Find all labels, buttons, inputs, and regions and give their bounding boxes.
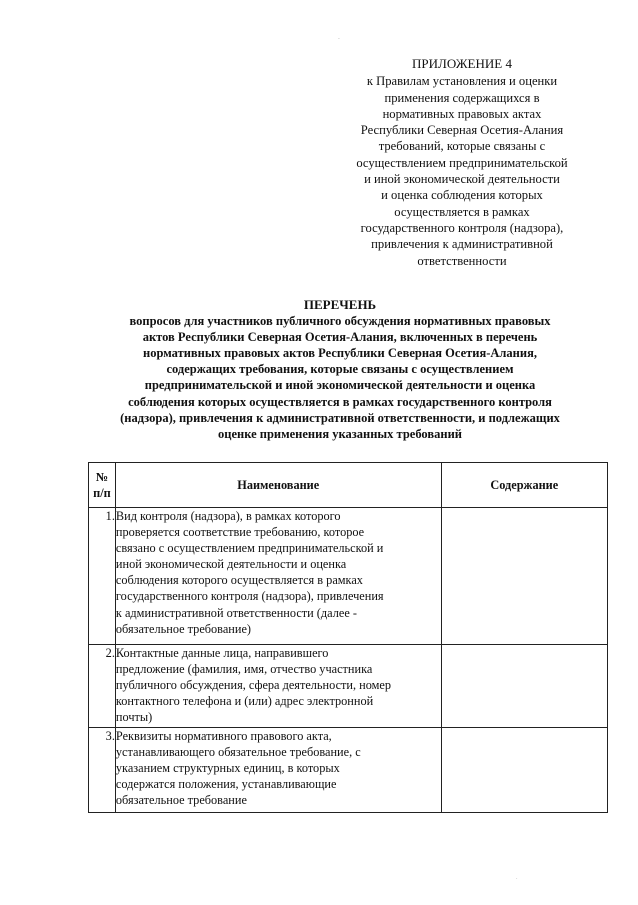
- row-name-line: обязательное требование): [115, 621, 251, 636]
- row-content: [441, 645, 607, 728]
- heading-line: актов Республики Северная Осетия-Алания, включенных в перечень: [142, 330, 538, 345]
- appendix-line: осуществляется в рамках: [394, 204, 530, 219]
- table-row: [89, 728, 608, 813]
- heading-title: ПЕРЕЧЕНЬ: [303, 297, 377, 312]
- appendix-line: государственного контроля (надзора),: [360, 220, 564, 235]
- appendix-line: и иной экономической деятельности: [364, 172, 560, 187]
- row-name-line: Контактные данные лица, направившего: [115, 646, 329, 660]
- row-name-line: Вид контроля (надзора), в рамках которого: [115, 509, 341, 523]
- appendix-block: [330, 56, 594, 269]
- appendix-line: Республики Северная Осетия-Алания: [360, 123, 564, 138]
- scan-speck: ·: [338, 36, 340, 43]
- appendix-line: применения содержащихся в: [384, 90, 540, 105]
- appendix-line: привлечения к административной: [371, 237, 553, 252]
- row-name-line: содержатся положения, устанавливающие: [115, 777, 337, 792]
- appendix-line: осуществлением предпринимательской: [356, 155, 568, 170]
- row-content: [441, 508, 607, 645]
- appendix-line: ответственности: [417, 253, 507, 268]
- appendix-line: и оценка соблюдения которых: [381, 188, 543, 203]
- list-heading: [60, 297, 620, 442]
- row-name: [115, 728, 441, 813]
- heading-line: содержащих требования, которые связаны с осуществлением: [166, 362, 514, 377]
- row-number: 3.: [89, 728, 116, 813]
- row-content: [441, 728, 607, 813]
- header-name: Наименование: [115, 463, 441, 508]
- heading-line: нормативных правовых актов Республики Северная Осетия-Алания,: [143, 346, 537, 361]
- appendix-line: нормативных правовых актах: [382, 106, 542, 121]
- row-number: 1.: [89, 508, 116, 645]
- row-name-line: устанавливающего обязательное требование, с: [115, 745, 361, 760]
- row-name-line: государственного контроля (надзора), привлечения: [115, 589, 384, 604]
- table-row: [89, 645, 608, 728]
- row-name-line: почты): [115, 710, 153, 725]
- heading-line: соблюдения которых осуществляется в рамках государственного контроля: [128, 394, 552, 409]
- row-name-line: проверяется соответствие требованию, которое: [115, 525, 365, 540]
- heading-line: оценке применения указанных требований: [218, 426, 462, 441]
- scan-speck: ·: [516, 876, 518, 882]
- heading-line: (надзора), привлечения к административной ответственности, и подлежащих: [120, 410, 560, 425]
- row-name-line: контактного телефона и (или) адрес электронной: [115, 694, 374, 709]
- row-name-line: предложение (фамилия, имя, отчество участника: [115, 662, 373, 677]
- row-name-line: публичного обсуждения, сфера деятельности, номер: [115, 678, 392, 693]
- appendix-line: к Правилам установления и оценки: [366, 74, 558, 89]
- header-num-line1: №: [95, 469, 109, 484]
- table-row: [89, 508, 608, 645]
- row-name: [115, 508, 441, 645]
- row-name-line: Реквизиты нормативного правового акта,: [115, 729, 332, 743]
- heading-line: предпринимательской и иной экономической деятельности и оценка: [144, 378, 536, 393]
- row-name: [115, 645, 441, 728]
- header-content: Содержание: [441, 463, 607, 508]
- row-name-line: указанием структурных единиц, в которых: [115, 761, 340, 776]
- appendix-title: ПРИЛОЖЕНИЕ 4: [412, 56, 512, 71]
- row-name-line: обязательное требование: [115, 793, 247, 808]
- row-name-line: связано с осуществлением предпринимательской и: [115, 541, 384, 556]
- header-num-line2: п/п: [93, 486, 111, 500]
- appendix-line: требований, которые связаны с: [378, 139, 546, 154]
- row-name-line: к административной ответственности (далее -: [115, 605, 357, 620]
- row-number: 2.: [89, 645, 116, 728]
- row-name-line: соблюдения которого осуществляется в рамках: [115, 573, 363, 588]
- heading-line: вопросов для участников публичного обсуждения нормативных правовых: [129, 314, 551, 329]
- row-name-line: иной экономической деятельности и оценка: [115, 557, 347, 572]
- questions-table: [88, 462, 608, 813]
- header-num: [89, 463, 116, 508]
- table-header-row: [89, 463, 608, 508]
